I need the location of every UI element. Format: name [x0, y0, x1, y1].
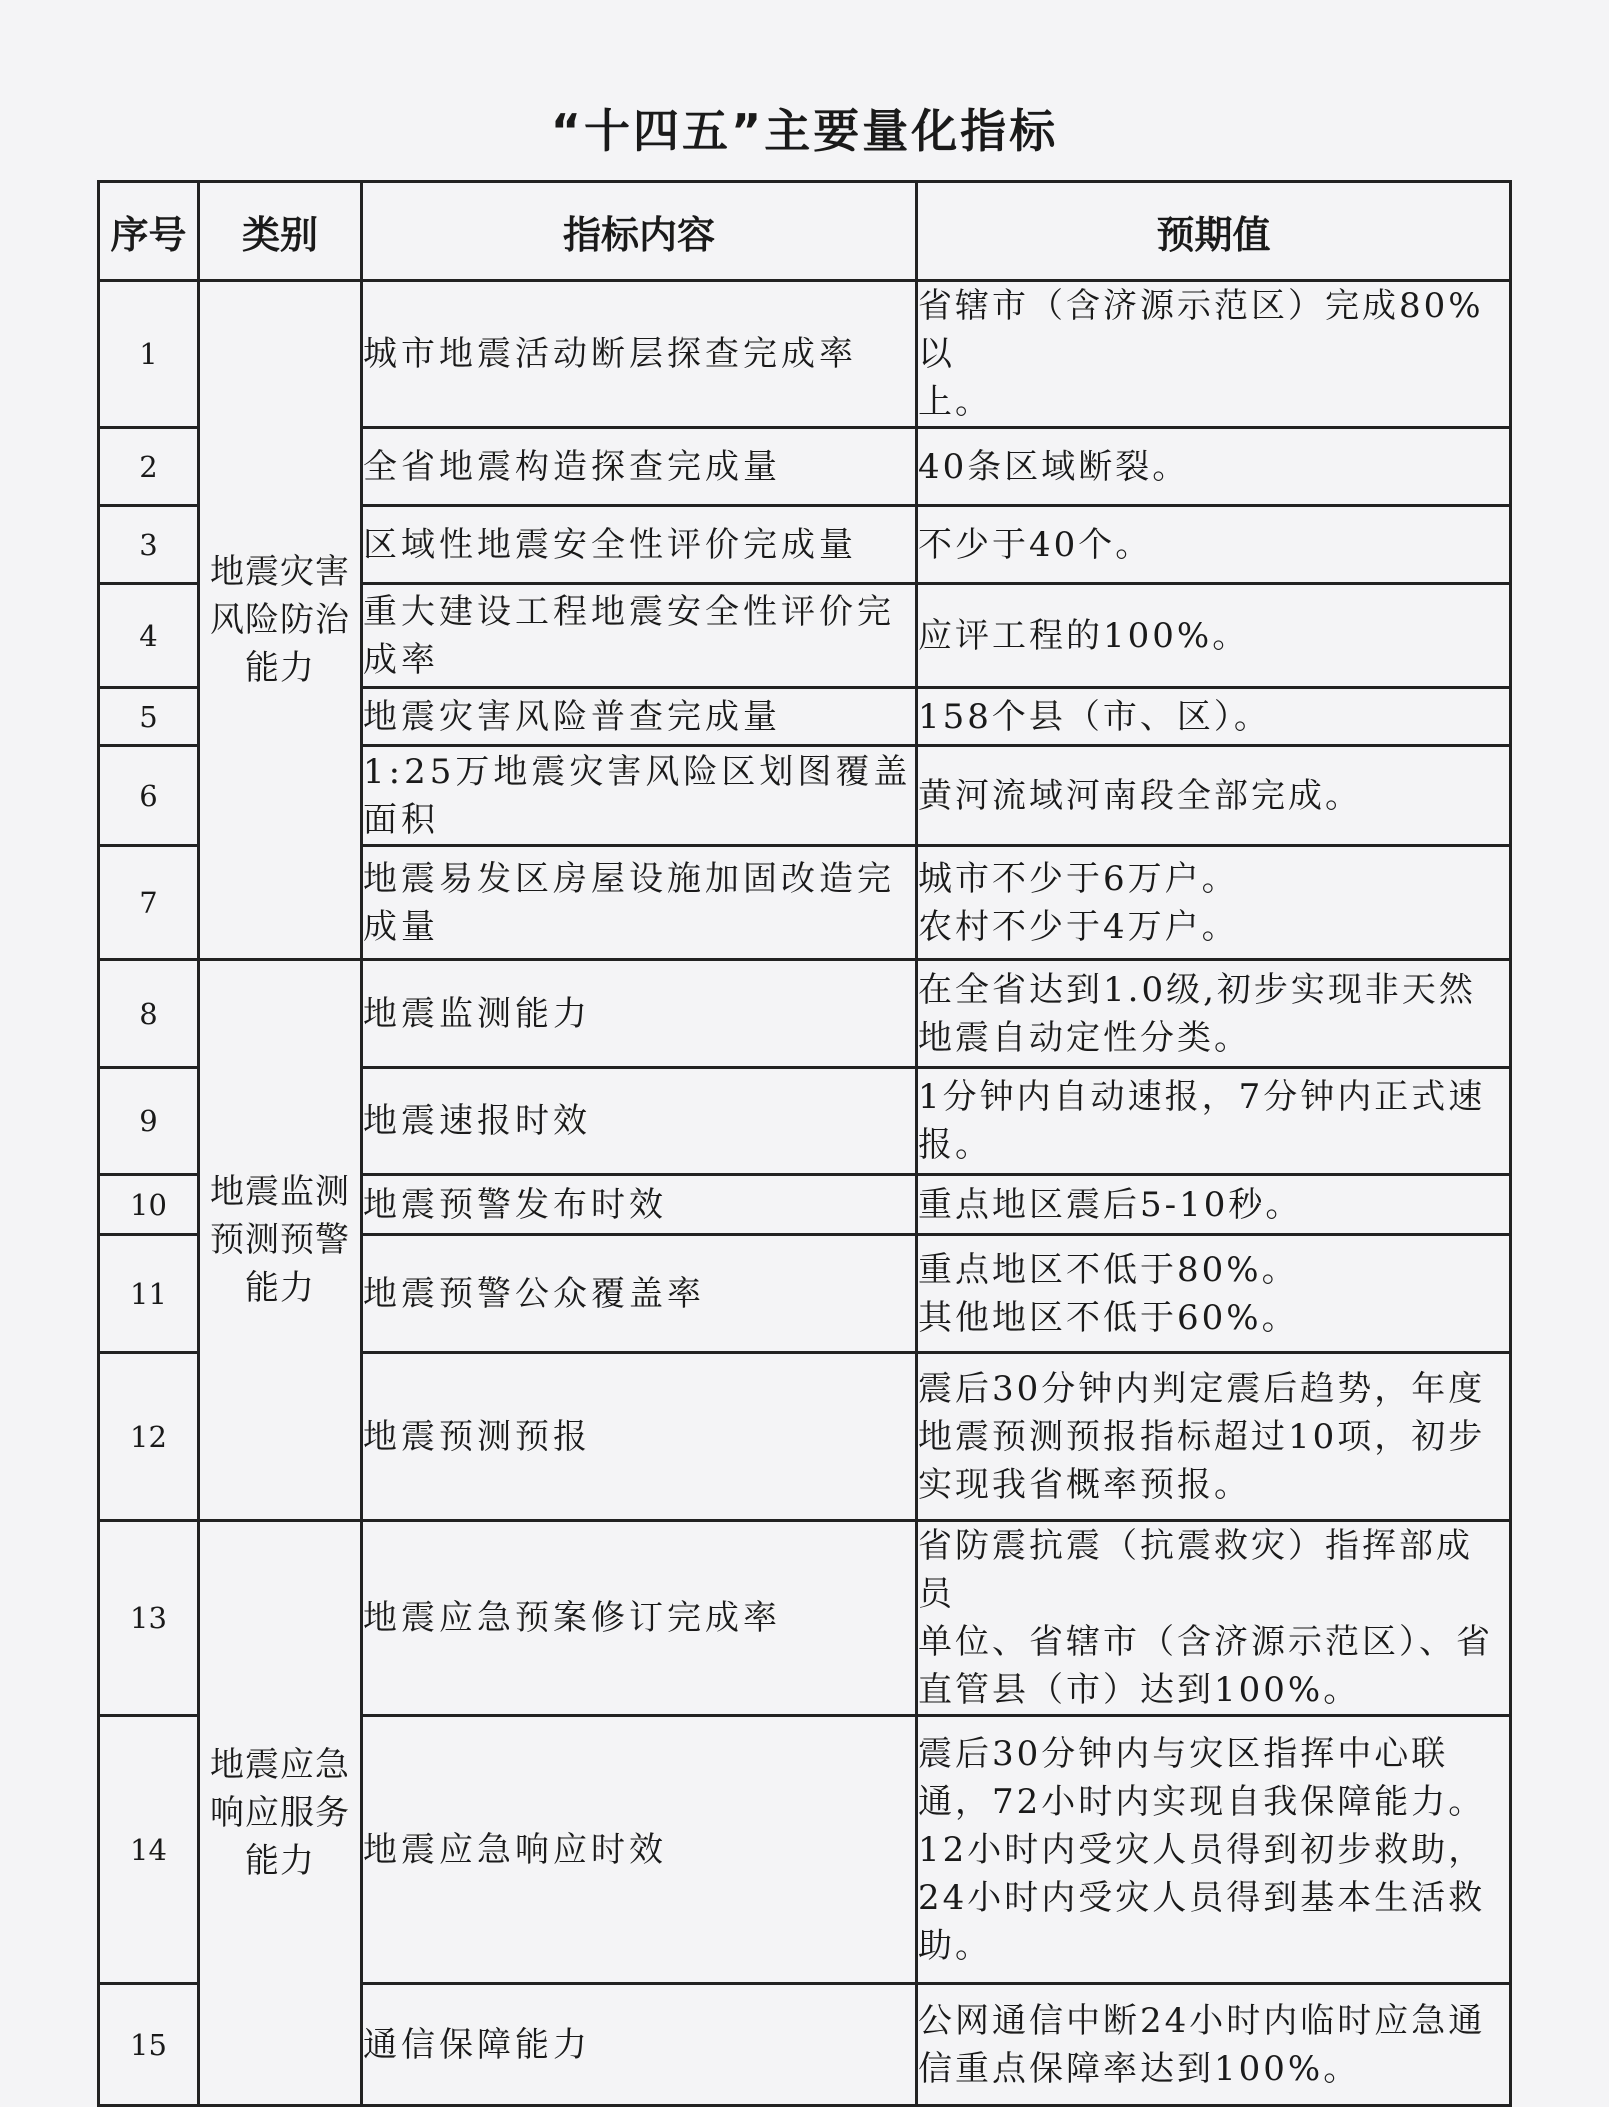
indicator-content: 重大建设工程地震安全性评价完 — [363, 591, 895, 632]
expected-value-cell — [917, 746, 1511, 846]
expected-value-cell — [917, 1716, 1511, 1984]
indicator-content-cell — [362, 746, 917, 846]
expected-value: 震后30分钟内与灾区指挥中心联 — [918, 1733, 1449, 1774]
indicator-content-cell — [362, 688, 917, 746]
expected-value-cell — [917, 1068, 1511, 1175]
expected-value: 其他地区不低于60%。 — [918, 1297, 1299, 1338]
category-label: 预测预警 — [210, 1220, 350, 1260]
expected-value: 地震预测预报指标超过10项，初步 — [918, 1416, 1486, 1457]
category-label: 风险防治 — [210, 600, 350, 640]
expected-value-cell — [917, 960, 1511, 1068]
expected-value-cell — [917, 846, 1511, 960]
expected-value: 在全省达到1.0级,初步实现非天然 — [918, 969, 1476, 1010]
page-title: “十四五”主要量化指标 — [550, 104, 1059, 158]
indicators-table — [97, 180, 1512, 2107]
category-label: 地震监测 — [210, 1172, 350, 1212]
expected-value: 24小时内受灾人员得到基本生活救 — [918, 1877, 1486, 1918]
indicator-content-cell — [362, 506, 917, 584]
indicator-content-cell — [362, 428, 917, 506]
row-number: 3 — [99, 506, 199, 584]
indicator-content: 区域性地震安全性评价完成量 — [363, 524, 857, 565]
category-cell — [199, 1521, 362, 2106]
indicator-content: 地震应急预案修订完成率 — [363, 1598, 781, 1638]
indicator-content-cell — [362, 1984, 917, 2106]
indicator-content-cell — [362, 846, 917, 960]
category-cell — [199, 281, 362, 960]
row-number: 5 — [99, 688, 199, 746]
expected-value-cell — [917, 688, 1511, 746]
table-row — [99, 1521, 1511, 1716]
expected-value: 上。 — [918, 382, 992, 422]
expected-value: 12小时内受灾人员得到初步救助， — [918, 1829, 1486, 1870]
expected-value: 1分钟内自动速报，7分钟内正式速 — [918, 1077, 1486, 1117]
category-label: 地震灾害 — [210, 552, 350, 592]
expected-value: 助。 — [918, 1925, 992, 1966]
row-number: 12 — [99, 1353, 199, 1521]
indicator-content-cell — [362, 1353, 917, 1521]
indicator-content: 地震应急响应时效 — [363, 1829, 667, 1870]
expected-value-cell — [917, 281, 1511, 428]
expected-value-cell — [917, 1984, 1511, 2106]
header-no: 序号 — [99, 182, 199, 281]
row-number: 14 — [99, 1716, 199, 1984]
expected-value: 城市不少于6万户。 — [918, 858, 1239, 899]
header-category: 类别 — [199, 182, 362, 281]
indicator-content: 地震速报时效 — [363, 1101, 591, 1141]
indicator-content: 通信保障能力 — [363, 2024, 591, 2065]
expected-value-cell — [917, 1353, 1511, 1521]
indicator-content: 成量 — [363, 906, 439, 947]
row-number: 4 — [99, 584, 199, 688]
expected-value: 报。 — [918, 1125, 992, 1165]
indicator-content: 成率 — [363, 639, 439, 680]
row-number: 11 — [99, 1235, 199, 1353]
expected-value: 重点地区震后5-10秒。 — [918, 1184, 1303, 1225]
indicator-content: 地震预测预报 — [363, 1416, 591, 1457]
expected-value: 40条区域断裂。 — [918, 446, 1190, 487]
indicator-content-cell — [362, 960, 917, 1068]
expected-value-cell — [917, 584, 1511, 688]
category-cell — [199, 960, 362, 1521]
expected-value: 应评工程的100%。 — [918, 615, 1250, 656]
header-value: 预期值 — [917, 182, 1511, 281]
expected-value: 直管县（市）达到100%。 — [918, 1670, 1361, 1710]
table-row — [99, 960, 1511, 1068]
indicator-content-cell — [362, 281, 917, 428]
row-number: 15 — [99, 1984, 199, 2106]
expected-value-cell — [917, 1175, 1511, 1235]
expected-value: 重点地区不低于80%。 — [918, 1249, 1299, 1290]
table-body — [99, 281, 1511, 2106]
indicator-content: 全省地震构造探查完成量 — [363, 446, 781, 487]
table-row — [99, 281, 1511, 428]
category-label: 响应服务 — [210, 1793, 350, 1833]
expected-value-cell — [917, 506, 1511, 584]
expected-value: 不少于40个。 — [918, 524, 1153, 565]
indicator-content: 地震灾害风险普查完成量 — [363, 696, 781, 737]
expected-value: 158个县（市、区）。 — [918, 696, 1271, 737]
indicator-content-cell — [362, 1175, 917, 1235]
indicator-content: 地震预警公众覆盖率 — [363, 1273, 705, 1314]
indicator-content-cell — [362, 1235, 917, 1353]
expected-value: 农村不少于4万户。 — [918, 906, 1239, 947]
indicator-content: 城市地震活动断层探查完成率 — [363, 334, 857, 374]
expected-value: 信重点保障率达到100%。 — [918, 2048, 1361, 2089]
category-label: 能力 — [245, 1841, 315, 1881]
row-number: 9 — [99, 1068, 199, 1175]
indicator-content: 地震预警发布时效 — [363, 1184, 667, 1225]
row-number: 13 — [99, 1521, 199, 1716]
category-label: 能力 — [245, 1268, 315, 1308]
table-header-row — [99, 182, 1511, 281]
indicator-content: 面积 — [363, 799, 439, 840]
category-label: 地震应急 — [210, 1745, 350, 1785]
expected-value: 公网通信中断24小时内临时应急通 — [918, 2000, 1486, 2041]
row-number: 8 — [99, 960, 199, 1068]
row-number: 2 — [99, 428, 199, 506]
indicator-content: 1:25万地震灾害风险区划图覆盖 — [363, 751, 912, 792]
expected-value: 省辖市（含济源示范区）完成80%以 — [918, 286, 1484, 374]
category-label: 能力 — [245, 648, 315, 688]
indicator-content-cell — [362, 584, 917, 688]
expected-value-cell — [917, 1521, 1511, 1716]
expected-value: 通，72小时内实现自我保障能力。 — [918, 1781, 1486, 1822]
indicator-content-cell — [362, 1068, 917, 1175]
row-number: 1 — [99, 281, 199, 428]
indicator-content-cell — [362, 1716, 917, 1984]
row-number: 7 — [99, 846, 199, 960]
expected-value: 震后30分钟内判定震后趋势，年度 — [918, 1368, 1486, 1409]
indicator-content: 地震易发区房屋设施加固改造完 — [363, 858, 895, 899]
expected-value-cell — [917, 428, 1511, 506]
header-content: 指标内容 — [362, 182, 917, 281]
expected-value: 黄河流域河南段全部完成。 — [918, 775, 1362, 816]
expected-value: 省防震抗震（抗震救灾）指挥部成员 — [918, 1526, 1473, 1614]
indicator-content-cell — [362, 1521, 917, 1716]
expected-value-cell — [917, 1235, 1511, 1353]
row-number: 6 — [99, 746, 199, 846]
indicator-content: 地震监测能力 — [363, 993, 591, 1034]
expected-value: 地震自动定性分类。 — [918, 1017, 1251, 1058]
expected-value: 单位、省辖市（含济源示范区）、省 — [918, 1622, 1493, 1662]
expected-value: 实现我省概率预报。 — [918, 1464, 1251, 1505]
row-number: 10 — [99, 1175, 199, 1235]
